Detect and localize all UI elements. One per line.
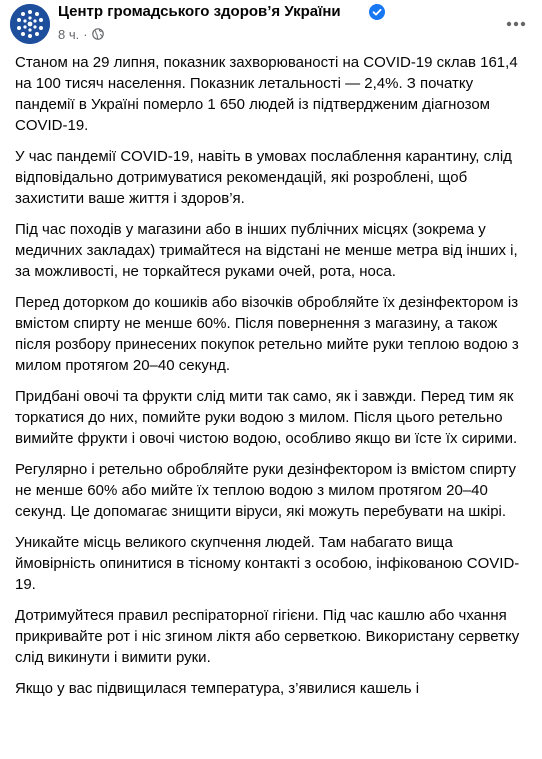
logo-icon [10,4,50,44]
post-paragraph: Якщо у вас підвищилася температура, з’явилися кашель і [15,680,420,697]
post-body [15,52,530,709]
post-paragraph: Регулярно і ретельно обробляйте руки дезінфектором із вмістом спирту не менше 60% або мийте їх теплою водою з милом протягом 20–40 секунд. Це допомагає знищити віруси, які можуть перебувати на шкірі. [15,461,516,520]
post-paragraph: Дотримуйтеся правил респіраторної гігієни. Під час кашлю або чхання прикривайте рот і ніс згином ліктя або серветкою. Використану серветку слід викинути і вимити руки. [15,607,520,666]
page-avatar[interactable] [10,4,50,44]
post-paragraph: Перед доторком до кошиків або візочків обробляйте їх дезінфектором із вмістом спирту не менше 60%. Після повернення з магазину, а також після розбору принесених покупок ретельно мийте руки теплою водою з милом протягом 20–40 секунд. [15,294,519,374]
verified-badge-icon [369,4,385,20]
more-horizontal-icon [506,21,526,27]
post-paragraph: У час пандемії COVID-19, навіть в умовах послаблення карантину, слід відповідально дотримуватися рекомендацій, які розроблені, щоб захистити ваше життя і здоров’я. [15,148,512,207]
post-header [0,0,542,48]
post-paragraph: Уникайте місць великого скупчення людей. Там набагато вища ймовірність опинитися в тісному контакті з особою, інфікованою COVID-19. [15,534,520,593]
meta-separator: · [83,26,88,42]
post-paragraph: Під час походів у магазини або в інших публічних місцях (зокрема у медичних закладах) тримайтеся на відстані не менше метра від інших і, за можливості, не торкайтеся руками очей, рота, носа. [15,221,518,280]
globe-icon[interactable] [92,28,104,40]
post-paragraph: Придбані овочі та фрукти слід мити так само, як і завжди. Перед тим як торкатися до них, помийте руки водою з милом. Після цього ретельно вимийте фрукти і овочі чистою водою, особливо якщо ви їсте їх сирими. [15,388,518,447]
post-timestamp[interactable]: 8 ч. [58,26,80,42]
page-name-link[interactable]: Центр громадського здоров’я України [58,3,341,20]
post-meta [58,26,104,42]
post-paragraph: Станом на 29 липня, показник захворюваності на COVID-19 склав 161,4 на 100 тисяч населення. Показник летальності — 2,4%. З початку пандемії в Україні померло 1 650 людей із підтвердженим діагнозом COVID-19. [15,54,518,134]
more-options-button[interactable] [498,6,534,42]
